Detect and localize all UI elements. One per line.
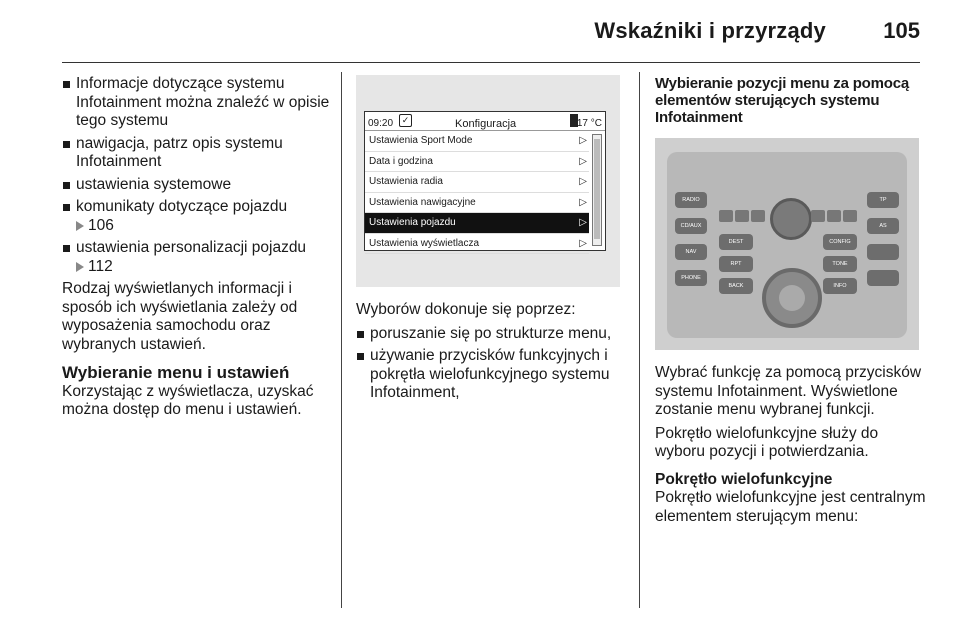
menu-item[interactable]: Ustawienia Sport Mode ▷ — [365, 131, 589, 152]
panel-button — [867, 270, 899, 286]
knob-center — [779, 285, 805, 311]
page-header — [62, 0, 920, 63]
chevron-right-icon: ▷ — [579, 155, 587, 167]
panel-button — [867, 244, 899, 260]
control-panel — [667, 152, 907, 338]
phone-button: PHONE — [675, 270, 707, 286]
nav-button: NAV — [675, 244, 707, 260]
page-reference[interactable]: 112 — [76, 258, 113, 275]
scrollbar[interactable] — [592, 134, 602, 246]
screen-time: 09:20 — [368, 118, 394, 129]
paragraph: Wybrać funkcję za pomocą przycisków systemu Infotainment. Wyświetlone zostanie menu wybranej funkcji. — [655, 364, 922, 418]
preset-button — [719, 210, 733, 222]
display-screen-figure — [356, 75, 620, 287]
preset-button — [843, 210, 857, 222]
info-button: INFO — [823, 278, 857, 294]
page-number: 105 — [883, 18, 920, 43]
control-panel-figure — [655, 138, 919, 350]
paragraph: Pokrętło wielofunkcyjne jest centralnym elementem sterującym menu: — [655, 489, 926, 525]
check-icon: ✓ — [399, 114, 412, 127]
menu-item[interactable]: Ustawienia radia ▷ — [365, 172, 589, 193]
dest-button: DEST — [719, 234, 753, 250]
arrow-icon — [76, 262, 84, 272]
column-divider — [639, 72, 640, 608]
bullet-list — [356, 325, 628, 403]
scrollbar-thumb[interactable] — [594, 139, 600, 239]
column-3 — [655, 75, 927, 531]
rpt-button: RPT — [719, 256, 753, 272]
page-title: Wskaźniki i przyrządy — [594, 18, 826, 43]
display-screen — [364, 111, 606, 251]
screen-title: Konfiguracja — [455, 118, 517, 130]
list-item: Informacje dotyczące systemu Infotainment można znaleźć w opisie tego systemu — [62, 75, 334, 131]
subsection-heading: Pokrętło wielofunkcyjne — [655, 470, 833, 488]
screen-status-bar — [365, 112, 605, 131]
list-item: używanie przycisków funkcyjnych i pokrętła wielofunkcyjnego systemu Infotainment, — [356, 347, 628, 403]
menu-item[interactable]: Ustawienia nawigacyjne ▷ — [365, 193, 589, 214]
bullet-list — [62, 75, 334, 276]
preset-button — [811, 210, 825, 222]
paragraph: Pokrętło wielofunkcyjne służy do wyboru pozycji i potwierdzania. — [655, 424, 879, 460]
chevron-right-icon: ▷ — [579, 135, 587, 146]
config-button: CONFIG — [823, 234, 857, 250]
preset-button — [735, 210, 749, 222]
preset-button — [827, 210, 841, 222]
screen-menu — [365, 131, 605, 254]
cdaux-button: CD/AUX — [675, 218, 707, 234]
chevron-right-icon: ▷ — [579, 196, 587, 208]
tp-button: TP — [867, 192, 899, 208]
radio-button: RADIO — [675, 192, 707, 208]
chevron-right-icon: ▷ — [579, 217, 587, 228]
paragraph: Wyborów dokonuje się poprzez: — [356, 301, 576, 318]
menu-item-selected[interactable]: Ustawienia pojazdu ▷ — [365, 213, 589, 234]
column-1 — [62, 75, 334, 425]
chevron-right-icon: ▷ — [579, 237, 587, 249]
back-button: BACK — [719, 278, 753, 294]
menu-item[interactable]: Data i godzina ▷ — [365, 152, 589, 173]
paragraph: Korzystając z wyświetlacza, uzyskać można dostęp do menu i ustawień. — [62, 382, 314, 418]
list-item: nawigacja, patrz opis systemu Infotainment — [62, 135, 334, 172]
tone-button: TONE — [823, 256, 857, 272]
column-2 — [356, 75, 628, 407]
list-item: poruszanie się po strukturze menu, — [356, 325, 628, 344]
arrow-icon — [76, 221, 84, 231]
screen-temperature: 17 °C — [576, 118, 602, 129]
chevron-right-icon: ▷ — [579, 176, 587, 187]
menu-item[interactable]: Ustawienia wyświetlacza ▷ — [365, 234, 589, 255]
section-heading: Wybieranie pozycji menu za pomocą elementów sterujących systemu Infotainment — [655, 75, 910, 126]
page-reference[interactable]: 106 — [76, 217, 114, 234]
list-item: ustawienia systemowe — [62, 176, 334, 195]
column-divider — [341, 72, 342, 608]
list-item: ustawienia personalizacji pojazdu 112 — [62, 239, 334, 276]
volume-knob — [770, 198, 812, 240]
preset-button — [751, 210, 765, 222]
section-heading: Wybieranie menu i ustawień — [62, 363, 290, 382]
list-item: komunikaty dotyczące pojazdu 106 — [62, 198, 334, 235]
multifunction-knob — [762, 268, 822, 328]
as-button: AS — [867, 218, 899, 234]
paragraph: Rodzaj wyświetlanych informacji i sposób ich wyświetlania zależy od wyposażenia samochodu oraz wybranych ustawień. — [62, 280, 298, 353]
